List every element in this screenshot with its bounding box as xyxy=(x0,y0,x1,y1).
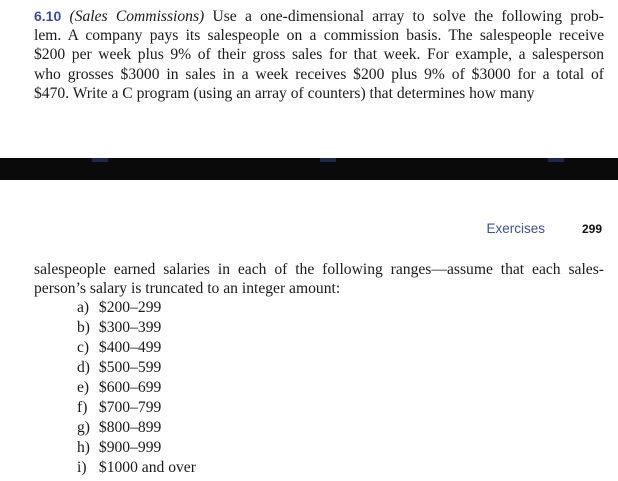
exercise-line-text: Use a one-dimensional array to solve the following prob- xyxy=(204,8,605,25)
range-item xyxy=(77,458,196,478)
range-text: $900–999 xyxy=(98,439,162,456)
range-text: $800–899 xyxy=(98,419,162,436)
range-text: $300–399 xyxy=(98,319,162,336)
running-header-label: Exercises xyxy=(486,221,545,236)
range-item xyxy=(77,398,196,418)
range-text: $400–499 xyxy=(98,339,162,356)
exercise-number: 6.10 xyxy=(34,8,62,24)
continuation-paragraph xyxy=(34,260,604,298)
exercise-line: lem. A company pays its salespeople on a commission basis. The salespeople receive xyxy=(34,27,604,45)
range-label: h) xyxy=(77,439,90,456)
range-label: i) xyxy=(77,459,87,476)
range-label: d) xyxy=(77,359,90,376)
exercise-title: (Sales Commissions) xyxy=(69,8,205,25)
ghost-icon xyxy=(92,158,108,162)
range-label: c) xyxy=(77,339,90,356)
range-item xyxy=(77,418,196,438)
range-label: g) xyxy=(77,419,90,436)
exercise-line: who grosses $3000 in sales in a week receives $200 plus 9% of $3000 for a total of xyxy=(34,65,604,83)
range-label: a) xyxy=(77,299,90,316)
running-header xyxy=(0,221,618,239)
exercise-line xyxy=(34,7,604,26)
exercise-line: $470. Write a C program (using an array of counters) that determines how many xyxy=(34,84,535,102)
salary-range-list xyxy=(77,298,196,478)
ghost-icon xyxy=(320,158,336,162)
page-break-band xyxy=(0,158,618,180)
ghost-icon xyxy=(548,158,564,162)
range-text: $700–799 xyxy=(98,399,162,416)
range-item xyxy=(77,378,196,398)
range-item xyxy=(77,318,196,338)
range-text: $600–699 xyxy=(98,379,162,396)
exercise-line: $200 per week plus 9% of their gross sales for that week. For example, a salesperson xyxy=(34,46,604,64)
range-text: $500–599 xyxy=(98,359,162,376)
range-label: e) xyxy=(77,379,90,396)
range-text: $1000 and over xyxy=(98,459,196,476)
range-label: f) xyxy=(77,399,88,416)
range-label: b) xyxy=(77,319,90,336)
range-item xyxy=(77,358,196,378)
range-item xyxy=(77,298,196,318)
range-item xyxy=(77,438,196,458)
continuation-line: salespeople earned salaries in each of the following ranges—assume that each sales- xyxy=(34,261,604,278)
page-number: 299 xyxy=(581,222,602,236)
continuation-line: person’s salary is truncated to an integer amount: xyxy=(34,280,341,298)
range-text: $200–299 xyxy=(98,299,162,316)
exercise-paragraph xyxy=(34,7,604,103)
range-item xyxy=(77,338,196,358)
